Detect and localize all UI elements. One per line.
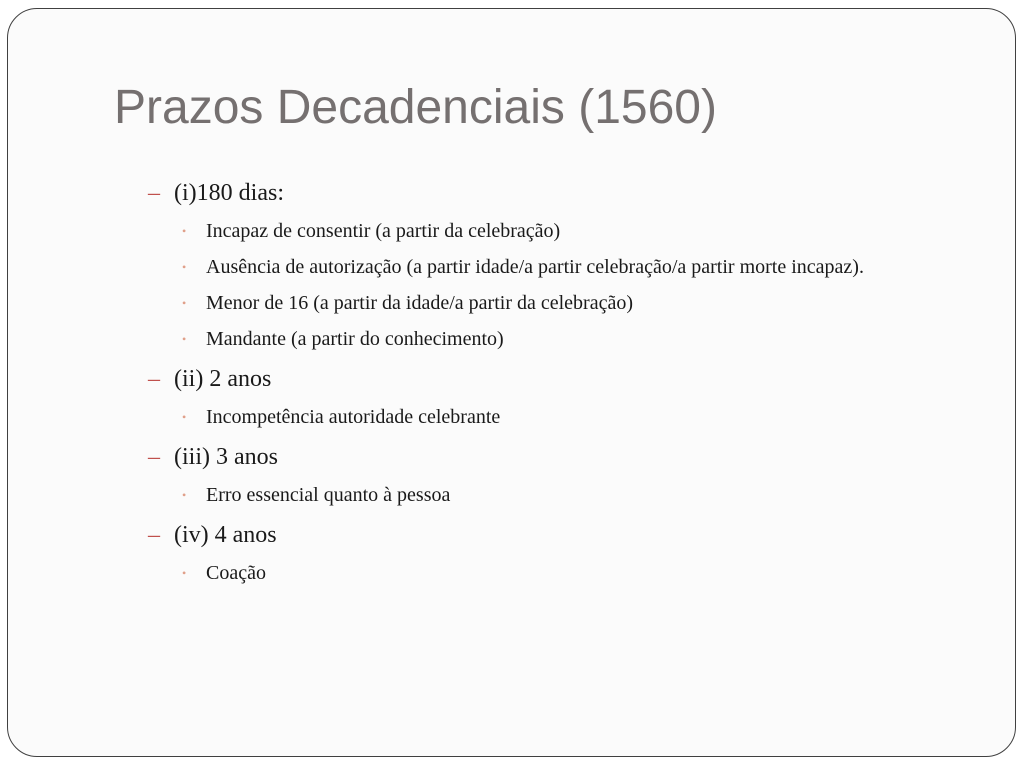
list-item-text: Incompetência autoridade celebrante — [206, 406, 501, 428]
bullet-dot-icon: • — [182, 410, 187, 424]
list-item-text: Menor de 16 (a partir da idade/a partir da celebração) — [206, 292, 633, 314]
dash-bullet-icon: – — [148, 180, 160, 206]
list-item — [148, 556, 938, 590]
dash-bullet-icon: – — [148, 444, 160, 470]
section-3-anos — [148, 438, 938, 512]
slide-title: Prazos Decadenciais (1560) — [114, 81, 717, 134]
list-item — [148, 214, 938, 248]
section-heading — [148, 360, 938, 398]
bullet-dot-icon: • — [182, 296, 187, 310]
list-item — [148, 322, 938, 356]
list-item-text: Erro essencial quanto à pessoa — [206, 484, 451, 506]
bullet-dot-icon: • — [182, 260, 187, 274]
list-item — [148, 286, 938, 320]
list-item-text: Mandante (a partir do conhecimento) — [206, 328, 504, 350]
section-heading-text: (iv) 4 anos — [174, 522, 277, 548]
bullet-list — [148, 478, 938, 512]
bullet-list — [148, 556, 938, 590]
list-item — [148, 478, 938, 512]
bullet-dot-icon: • — [182, 332, 187, 346]
bullet-dot-icon: • — [182, 488, 187, 502]
dash-bullet-icon: – — [148, 366, 160, 392]
bullet-dot-icon: • — [182, 566, 187, 580]
bullet-list — [148, 214, 938, 356]
section-4-anos — [148, 516, 938, 590]
section-heading-text: (ii) 2 anos — [174, 366, 272, 392]
list-item-text: Incapaz de consentir (a partir da celebração) — [206, 220, 561, 242]
list-item-text: Ausência de autorização (a partir idade/a partir celebração/a partir morte incapaz). — [206, 256, 864, 278]
bullet-dot-icon: • — [182, 224, 187, 238]
section-180-dias — [148, 174, 938, 356]
section-heading-text: (i)180 dias: — [174, 180, 284, 206]
section-heading — [148, 438, 938, 476]
section-heading-text: (iii) 3 anos — [174, 444, 278, 470]
dash-bullet-icon: – — [148, 522, 160, 548]
section-heading — [148, 516, 938, 554]
list-item-text: Coação — [206, 562, 266, 584]
section-2-anos — [148, 360, 938, 434]
slide-content — [148, 170, 938, 590]
list-item — [148, 250, 938, 284]
list-item — [148, 400, 938, 434]
section-heading — [148, 174, 938, 212]
bullet-list — [148, 400, 938, 434]
